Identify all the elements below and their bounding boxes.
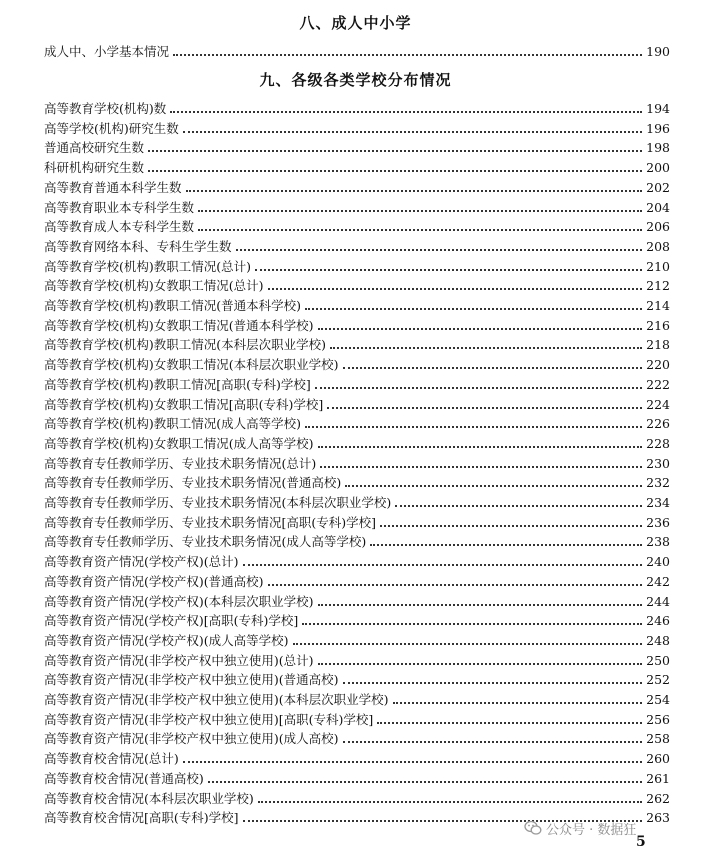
dot-leader [343,367,643,369]
toc-entry[interactable] [44,117,670,137]
dot-leader [293,643,643,645]
toc-entry-title: 高等教育职业本专科学生数 [44,199,195,215]
toc-entry[interactable] [44,530,670,550]
dot-leader [148,170,642,172]
toc-entry-page: 240 [646,554,670,570]
toc-entry-page: 232 [646,475,670,491]
toc-entry[interactable] [44,294,670,314]
section-title: 九、各级各类学校分布情况 [259,71,452,89]
toc-entry-page: 258 [646,731,670,747]
toc-entry-title: 高等教育专任教师学历、专业技术职务情况[高职(专科)学校] [44,514,377,530]
section-title: 八、成人中小学 [299,14,412,32]
dot-leader [208,781,642,783]
toc-entry[interactable] [44,629,670,649]
dot-leader [305,426,642,428]
toc-entry-page: 248 [646,632,670,648]
toc-entry-page: 252 [646,672,670,688]
toc-entry-title: 高等教育专任教师学历、专业技术职务情况(成人高等学校) [44,534,367,550]
toc-entry-title: 高等教育专任教师学历、专业技术职务情况(总计) [44,455,317,471]
dot-leader [318,663,643,665]
toc-entry-page: 230 [646,455,670,471]
toc-entry-page: 204 [646,199,670,215]
toc-entry-page: 222 [646,376,670,392]
toc-entry-page: 200 [646,160,670,176]
toc-entry-title: 高等教育资产情况(学校产权)(成人高等学校) [44,632,289,648]
toc-entry-title: 高等教育资产情况(非学校产权中独立使用)(普通高校) [44,672,339,688]
dot-leader [268,288,643,290]
toc-entry-title: 高等教育校舍情况(本科层次职业学校) [44,790,254,806]
toc-entry-page: 263 [646,810,670,826]
toc-entry-title: 高等教育资产情况(非学校产权中独立使用)(成人高校) [44,731,339,747]
toc-entry-title: 高等教育网络本科、专科生学生数 [44,238,232,254]
toc-entry-title: 高等教育资产情况(学校产权)(总计) [44,554,239,570]
toc-entry[interactable] [44,353,670,373]
toc-entry-page: 226 [646,416,670,432]
dot-leader [302,623,642,625]
toc-entry-page: 244 [646,593,670,609]
toc-entry[interactable] [44,471,670,491]
dot-leader [318,604,643,606]
toc-entry[interactable] [44,570,670,590]
dot-leader [148,150,642,152]
toc-entry-page: 212 [646,278,670,294]
toc-entry[interactable] [44,373,670,393]
dot-leader [170,111,642,113]
toc-entry-page: 220 [646,357,670,373]
toc-entry-title: 高等教育校舍情况(总计) [44,751,179,767]
toc-entry[interactable] [44,235,670,255]
dot-leader [198,229,642,231]
toc-entry-title: 高等教育资产情况(学校产权)(本科层次职业学校) [44,593,314,609]
toc-entry[interactable] [44,590,670,610]
toc-entry-page: 210 [646,258,670,274]
toc-entry-page: 242 [646,573,670,589]
dot-leader [370,544,642,546]
toc-entry[interactable] [44,708,670,728]
toc-entry-title: 高等教育成人本专科学生数 [44,219,195,235]
toc-entry[interactable] [44,432,670,452]
dot-leader [395,505,642,507]
dot-leader [380,525,642,527]
toc-entry-title: 高等教育学校(机构)教职工情况(普通本科学校) [44,298,302,313]
dot-leader [377,722,642,724]
toc-entry[interactable] [44,314,670,334]
toc-entry[interactable] [44,156,670,176]
toc-entry-title: 成人中、小学基本情况 [44,44,170,59]
toc-entry-page: 218 [646,337,670,353]
toc-entry-title: 高等教育资产情况(非学校产权中独立使用)[高职(专科)学校] [44,711,374,727]
toc-entry[interactable] [44,688,670,708]
toc-entry[interactable] [44,176,670,196]
toc-entry-title: 高等教育学校(机构)女教职工情况(成人高等学校) [44,435,314,451]
toc-entry-title: 高等教育学校(机构)女教职工情况(总计) [44,278,264,294]
toc-entry-page: 246 [646,613,670,629]
toc-entry-title: 高等学校(机构)研究生数 [44,120,179,136]
toc-entry-page: 202 [646,179,670,195]
toc-entry[interactable] [44,255,670,275]
toc-entry-page: 208 [646,238,670,254]
toc-entry-page: 236 [646,514,670,530]
toc-entry-title: 高等教育专任教师学历、专业技术职务情况(普通高校) [44,475,342,491]
toc-entry-page: 256 [646,711,670,727]
toc-entry-title: 高等教育学校(机构)女教职工情况(普通本科学校) [44,317,314,333]
dot-leader [243,564,643,566]
toc-entry-title: 高等教育学校(机构)教职工情况(总计) [44,258,252,274]
toc-entry-page: 250 [646,652,670,668]
toc-entry-title: 高等教育资产情况(非学校产权中独立使用)(本科层次职业学校) [44,692,389,707]
toc-entry-title: 高等教育学校(机构)教职工情况(本科层次职业学校) [44,337,327,353]
dot-leader [268,584,643,586]
toc-entry[interactable] [44,97,670,117]
dot-leader [236,249,643,251]
toc-entry[interactable] [44,274,670,294]
dot-leader [198,210,642,212]
toc-entry[interactable] [44,40,670,60]
toc-entry[interactable] [44,747,670,767]
dot-leader [183,131,642,133]
dot-leader [173,54,642,56]
dot-leader [345,485,642,487]
toc-entry-page: 206 [646,219,670,235]
watermark [524,818,636,838]
toc-entry-page: 196 [646,120,670,136]
toc-entry-page: 214 [646,298,670,313]
toc-entry[interactable] [44,452,670,472]
dot-leader [343,741,643,743]
dot-leader [393,702,643,704]
toc-entry[interactable] [44,136,670,156]
toc-entry[interactable] [44,196,670,216]
wechat-icon [524,819,542,837]
toc-entry-page: 198 [646,140,670,156]
page-number: 5 [636,834,646,850]
toc-entry-title: 高等教育专任教师学历、专业技术职务情况(本科层次职业学校) [44,495,392,510]
toc-entry[interactable] [44,491,670,511]
toc-entry-title: 高等教育资产情况(非学校产权中独立使用)(总计) [44,652,314,668]
toc-entry-title: 高等教育普通本科学生数 [44,179,182,195]
toc-entry-title: 高等教育校舍情况[高职(专科)学校] [44,810,239,826]
dot-leader [318,328,643,330]
toc-entry-page: 228 [646,435,670,451]
toc-entry[interactable] [44,412,670,432]
dot-leader [343,682,643,684]
toc-entry-title: 高等教育学校(机构)教职工情况[高职(专科)学校] [44,376,311,392]
toc-entry-title: 高等教育校舍情况(普通高校) [44,770,204,786]
toc-entry-title: 高等教育学校(机构)教职工情况(成人高等学校) [44,416,302,432]
toc-entry-page: 190 [646,44,670,59]
dot-leader [305,308,642,310]
toc-entry-page: 224 [646,396,670,412]
toc-entry-page: 234 [646,495,670,510]
dot-leader [320,466,642,468]
dot-leader [258,801,642,803]
toc-entry-title: 高等教育学校(机构)女教职工情况[高职(专科)学校] [44,396,324,412]
toc-entry[interactable] [44,609,670,629]
dot-leader [255,269,642,271]
dot-leader [330,347,642,349]
dot-leader [183,761,642,763]
toc-entry[interactable] [44,393,670,413]
toc-entry-title: 高等教育学校(机构)女教职工情况(本科层次职业学校) [44,357,339,373]
toc-entry[interactable] [44,767,670,787]
toc-entry[interactable] [44,649,670,669]
dot-leader [186,190,643,192]
toc-entry-title: 高等教育学校(机构)数 [44,101,167,116]
toc-entry[interactable] [44,215,670,235]
toc-entry-page: 238 [646,534,670,550]
toc-entry-title: 普通高校研究生数 [44,140,145,156]
toc-entry-page: 254 [646,692,670,707]
toc-entry[interactable] [44,727,670,747]
toc-entry[interactable] [44,550,670,570]
toc-entry-title: 高等教育资产情况(学校产权)(普通高校) [44,573,264,589]
dot-leader [318,446,643,448]
toc-entry-title: 科研机构研究生数 [44,160,145,176]
toc-entry-title: 高等教育资产情况(学校产权)[高职(专科)学校] [44,613,299,629]
toc-entry[interactable] [44,787,670,807]
toc-entry-page: 216 [646,317,670,333]
toc-entry-page: 260 [646,751,670,767]
watermark-text: 公众号 · 数据狂 [546,822,637,838]
toc-entry[interactable] [44,511,670,531]
toc-entry-page: 261 [646,770,670,786]
dot-leader [315,387,642,389]
dot-leader [327,407,642,409]
toc-entry[interactable] [44,333,670,353]
toc-entry-page: 194 [646,101,670,116]
toc-entry[interactable] [44,668,670,688]
toc-entry-page: 262 [646,790,670,806]
